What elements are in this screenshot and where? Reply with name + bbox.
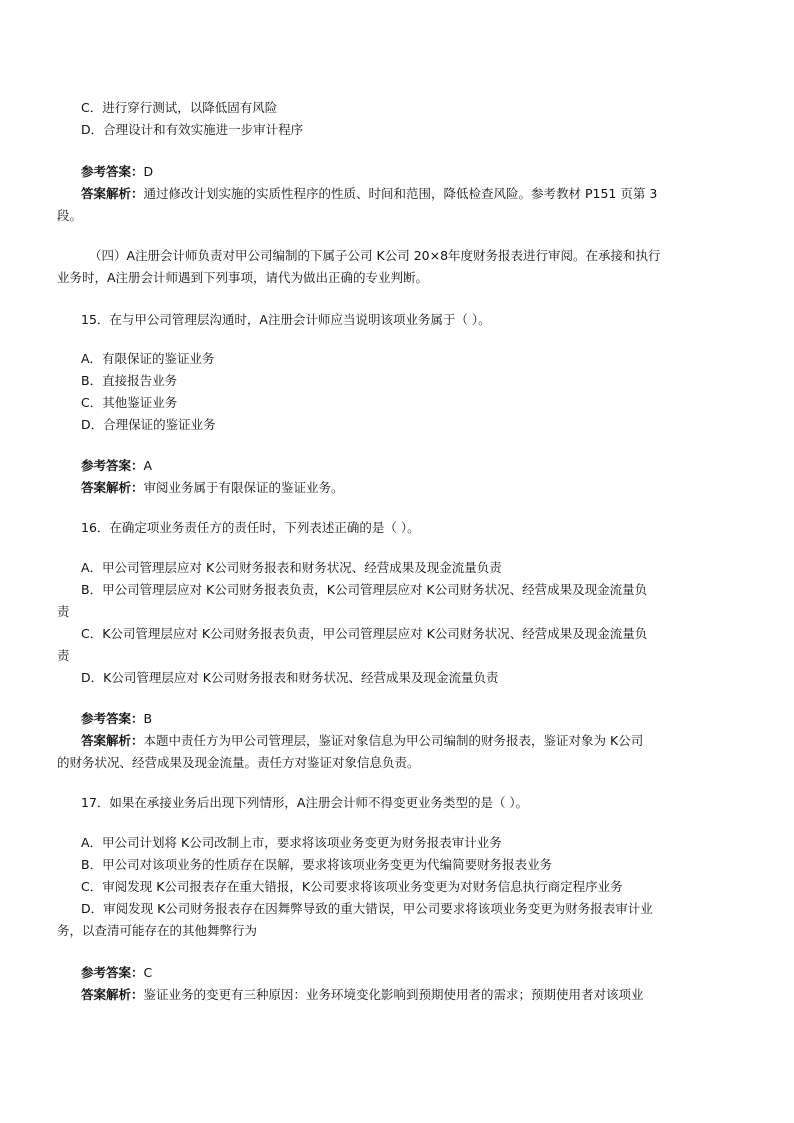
q15-option-d: D．合理保证的鉴证业务 bbox=[81, 417, 216, 432]
q16-question: 16．在确定项业务责任方的责任时，下列表述正确的是（ ）。 bbox=[81, 520, 420, 535]
q14-option-d: D．合理设计和有效实施进一步审计程序 bbox=[81, 122, 304, 137]
q16-analysis bbox=[81, 732, 729, 750]
analysis-text: 通过修改计划实施的实质性程序的性质、时间和范围，降低检查风险。参考教材 P151 页第 3 bbox=[143, 186, 658, 201]
analysis-text: 审阅业务属于有限保证的鉴证业务。 bbox=[143, 480, 344, 495]
q17-analysis bbox=[81, 986, 729, 1004]
analysis-text: 鉴证业务的变更有三种原因：业务环境变化影响到预期使用者的需求；预期使用者对该项业 bbox=[143, 987, 644, 1002]
analysis-label: 答案解析： bbox=[81, 186, 144, 201]
answer-label: 参考答案： bbox=[81, 965, 144, 980]
analysis-text: 本题中责任方为甲公司管理层，鉴证对象信息为甲公司编制的财务报表，鉴证对象为 K公司 bbox=[143, 733, 644, 748]
q17-answer bbox=[81, 964, 729, 982]
q16-option-c-cont: 责 bbox=[57, 648, 70, 663]
q15-answer bbox=[81, 457, 729, 475]
analysis-label: 答案解析： bbox=[81, 987, 144, 1002]
q17-option-b: B．甲公司对该项业务的性质存在误解，要求将该项业务变更为代编简要财务报表业务 bbox=[81, 857, 553, 872]
q16-answer bbox=[81, 710, 729, 728]
answer-label: 参考答案： bbox=[81, 711, 144, 726]
q17-option-d: D．审阅发现 K公司财务报表存在因舞弊导致的重大错误，甲公司要求将该项业务变更为财务报表审计业 bbox=[81, 901, 653, 916]
q16-option-c: C．K公司管理层应对 K公司财务报表负责，甲公司管理层应对 K公司财务状况、经营成果及现金流量负 bbox=[81, 626, 648, 641]
answer-value: B bbox=[143, 711, 153, 726]
q17-option-d-cont: 务，以查清可能存在的其他舞弊行为 bbox=[57, 923, 258, 938]
q16-analysis-cont: 的财务状况、经营成果及现金流量。责任方对鉴证对象信息负责。 bbox=[57, 755, 420, 770]
q14-answer bbox=[81, 163, 729, 181]
q15-question: 15．在与甲公司管理层沟通时，A注册会计师应当说明该项业务属于（ ）。 bbox=[81, 312, 491, 327]
q15-analysis bbox=[81, 479, 729, 497]
q15-option-c: C．其他鉴证业务 bbox=[81, 395, 178, 410]
q16-option-b-cont: 责 bbox=[57, 604, 70, 619]
q14-analysis-cont: 段。 bbox=[57, 208, 83, 223]
analysis-label: 答案解析： bbox=[81, 480, 144, 495]
q16-option-d: D．K公司管理层应对 K公司财务报表和财务状况、经营成果及现金流量负责 bbox=[81, 670, 499, 685]
q16-option-a: A．甲公司管理层应对 K公司财务报表和财务状况、经营成果及现金流量负责 bbox=[81, 560, 502, 575]
q17-option-a: A．甲公司计划将 K公司改制上市，要求将该项业务变更为财务报表审计业务 bbox=[81, 835, 502, 850]
analysis-label: 答案解析： bbox=[81, 733, 144, 748]
answer-value: D bbox=[143, 164, 154, 179]
q14-option-c: C．进行穿行测试，以降低固有风险 bbox=[81, 100, 278, 115]
q17-question: 17．如果在承接业务后出现下列情形，A注册会计师不得变更业务类型的是（ ）。 bbox=[81, 795, 529, 810]
q16-option-b: B．甲公司管理层应对 K公司财务报表负责，K公司管理层应对 K公司财务状况、经营成果及现金流量负 bbox=[81, 582, 648, 597]
answer-value: C bbox=[143, 965, 153, 980]
q15-option-a: A．有限保证的鉴证业务 bbox=[81, 351, 215, 366]
q15-option-b: B．直接报告业务 bbox=[81, 373, 178, 388]
answer-label: 参考答案： bbox=[81, 164, 144, 179]
q14-analysis bbox=[81, 185, 729, 203]
section-intro-cont: 业务时，A注册会计师遇到下列事项，请代为做出正确的专业判断。 bbox=[57, 270, 429, 285]
answer-label: 参考答案： bbox=[81, 458, 144, 473]
q17-option-c: C．审阅发现 K公司报表存在重大错报，K公司要求将该项业务变更为对财务信息执行商定程序业务 bbox=[81, 879, 623, 894]
section-intro: （四）A注册会计师负责对甲公司编制的下属子公司 K公司 20×8年度财务报表进行审阅。在承接和执行 bbox=[89, 248, 661, 263]
answer-value: A bbox=[143, 458, 153, 473]
